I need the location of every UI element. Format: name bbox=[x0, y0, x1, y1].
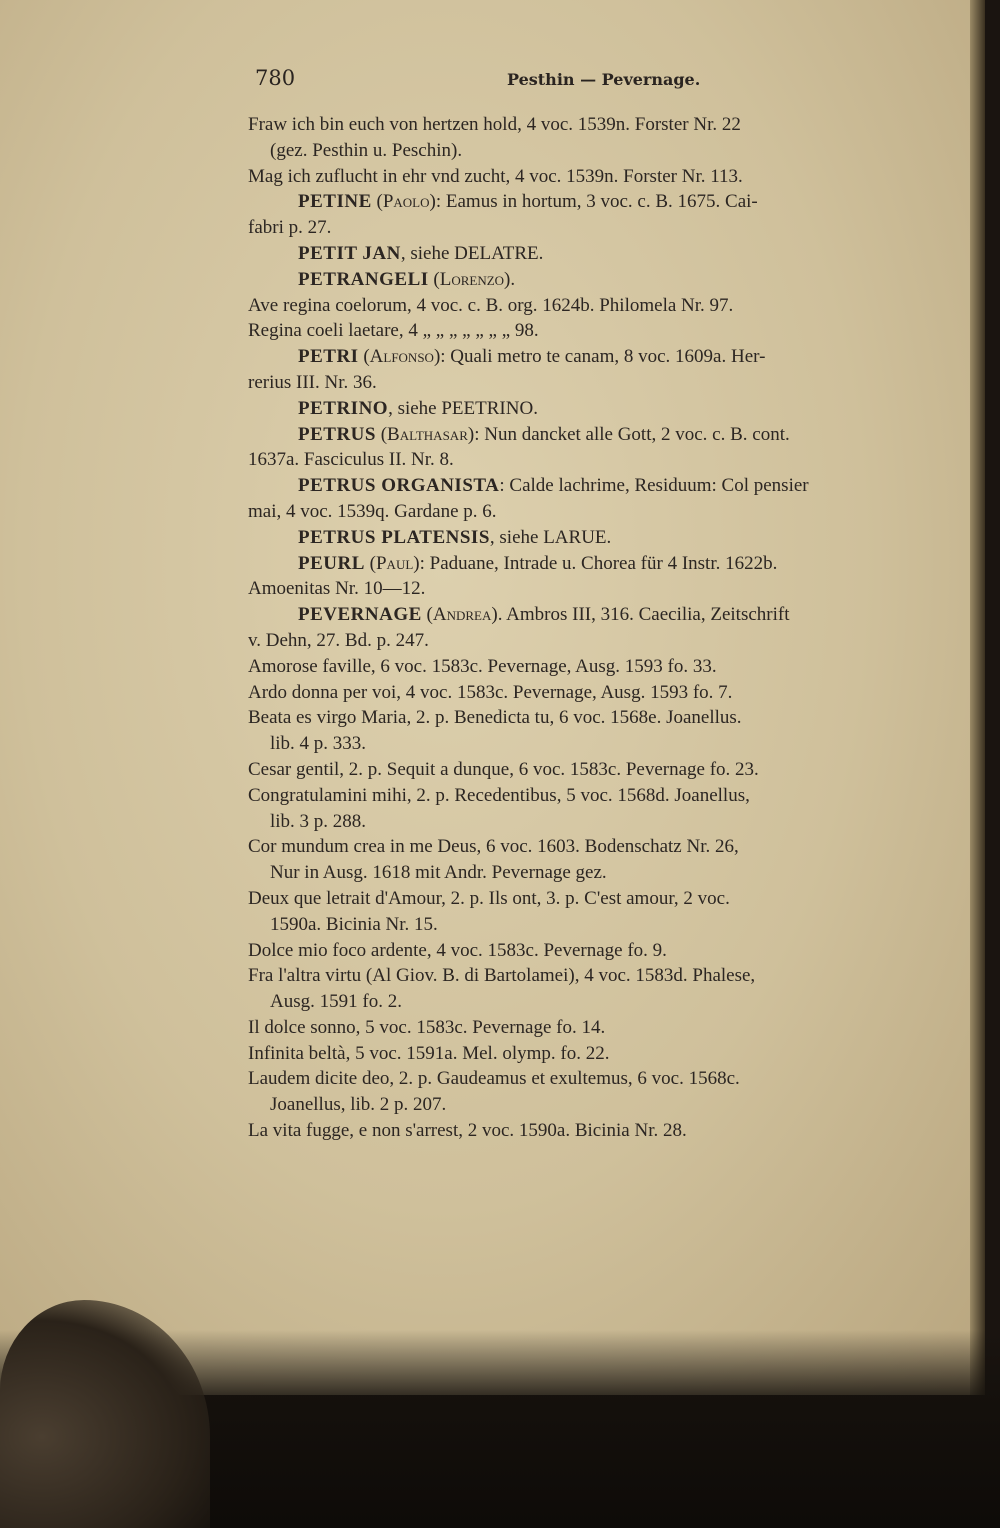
text-line bbox=[248, 576, 928, 602]
line-text: ): Quali metro te canam, 8 voc. 1609a. Her- bbox=[433, 346, 766, 368]
line-text: 1590a. Bicinia Nr. 15. bbox=[270, 913, 438, 935]
text-line bbox=[248, 757, 928, 783]
line-text: Joanellus, lib. 2 p. 207. bbox=[270, 1094, 447, 1116]
line-text: Infinita beltà, 5 voc. 1591a. Mel. olymp. fo. 22. bbox=[248, 1042, 610, 1064]
text-line bbox=[248, 654, 928, 680]
text-line bbox=[248, 370, 928, 396]
text-line bbox=[248, 396, 928, 422]
entry-name: PETRINO bbox=[298, 397, 389, 419]
line-text: ). bbox=[504, 268, 516, 290]
text-line bbox=[248, 112, 928, 138]
line-text: Cesar gentil, 2. p. Sequit a dunque, 6 voc. 1583c. Pevernage fo. 23. bbox=[248, 758, 759, 780]
page-number: 780 bbox=[255, 66, 296, 90]
entry-name: PETRI bbox=[298, 346, 359, 368]
line-text: ( bbox=[428, 268, 440, 290]
text-line bbox=[248, 164, 928, 190]
line-text: Deux que letrait d'Amour, 2. p. Ils ont, 3. p. C'est amour, 2 voc. bbox=[248, 887, 730, 909]
entry-forename: Paul bbox=[375, 552, 414, 574]
line-text: Ave regina coelorum, 4 voc. c. B. org. 1624b. Philomela Nr. 97. bbox=[248, 294, 734, 316]
text-line bbox=[248, 138, 928, 164]
text-line bbox=[248, 783, 928, 809]
text-line bbox=[248, 1066, 928, 1092]
entry-forename: Paolo bbox=[382, 191, 430, 213]
line-text: Cor mundum crea in me Deus, 6 voc. 1603. Bodenschatz Nr. 26, bbox=[248, 836, 739, 858]
line-text: Amorose faville, 6 voc. 1583c. Pevernage, Ausg. 1593 fo. 33. bbox=[248, 655, 717, 677]
text-line bbox=[248, 989, 928, 1015]
entry-name: PETRANGELI bbox=[298, 268, 429, 290]
text-line bbox=[248, 473, 928, 499]
text-line bbox=[248, 267, 928, 293]
entry-name: PETRUS ORGANISTA bbox=[298, 475, 500, 497]
text-line bbox=[248, 293, 928, 319]
line-text: Ausg. 1591 fo. 2. bbox=[270, 991, 402, 1013]
text-line bbox=[248, 680, 928, 706]
entry-name: PETIT JAN bbox=[298, 242, 401, 264]
text-line bbox=[248, 499, 928, 525]
text-line bbox=[248, 447, 928, 473]
line-text: ( bbox=[364, 552, 376, 574]
entry-name: PEVERNAGE bbox=[298, 604, 422, 626]
line-text: (gez. Pesthin u. Peschin). bbox=[270, 139, 463, 161]
text-line bbox=[248, 938, 928, 964]
page-edge bbox=[970, 0, 985, 1395]
text-line bbox=[248, 809, 928, 835]
entry-forename: Alfonso bbox=[369, 346, 434, 368]
line-text: Beata es virgo Maria, 2. p. Benedicta tu, 6 voc. 1568e. Joanellus. bbox=[248, 707, 742, 729]
line-text: lib. 3 p. 288. bbox=[270, 810, 367, 832]
text-line bbox=[248, 602, 928, 628]
line-text: , siehe LARUE. bbox=[489, 526, 612, 548]
line-text: ( bbox=[358, 346, 370, 368]
line-text: 1637a. Fasciculus II. Nr. 8. bbox=[248, 449, 454, 471]
line-text: Amoenitas Nr. 10—12. bbox=[248, 578, 426, 600]
text-line bbox=[248, 1118, 928, 1144]
text-line bbox=[248, 344, 928, 370]
line-text: Fraw ich bin euch von hertzen hold, 4 voc. 1539n. Forster Nr. 22 bbox=[248, 114, 741, 135]
entry-forename: Lorenzo bbox=[439, 268, 505, 290]
line-text: lib. 4 p. 333. bbox=[270, 733, 367, 755]
line-text: ): Paduane, Intrade u. Chorea für 4 Instr. 1622b. bbox=[413, 552, 778, 574]
line-text: Dolce mio foco ardente, 4 voc. 1583c. Pevernage fo. 9. bbox=[248, 939, 667, 961]
text-line bbox=[248, 963, 928, 989]
text-line bbox=[248, 912, 928, 938]
line-text: fabri p. 27. bbox=[248, 217, 332, 239]
line-text: ): Nun dancket alle Gott, 2 voc. c. B. cont. bbox=[467, 423, 790, 445]
text-line bbox=[248, 318, 928, 344]
line-text: La vita fugge, e non s'arrest, 2 voc. 1590a. Bicinia Nr. 28. bbox=[248, 1120, 687, 1142]
entry-name: PETINE bbox=[298, 191, 372, 213]
line-text: Mag ich zuflucht in ehr vnd zucht, 4 voc. 1539n. Forster Nr. 113. bbox=[248, 165, 743, 187]
page-header bbox=[255, 66, 925, 96]
line-text: Nur in Ausg. 1618 mit Andr. Pevernage gez. bbox=[270, 862, 607, 884]
entry-name: PETRUS PLATENSIS bbox=[298, 526, 490, 548]
text-line bbox=[248, 551, 928, 577]
entry-list bbox=[248, 112, 928, 1144]
line-text: mai, 4 voc. 1539q. Gardane p. 6. bbox=[248, 500, 497, 522]
entry-name: PEURL bbox=[298, 552, 365, 574]
line-text: : Calde lachrime, Residuum: Col pensier bbox=[499, 475, 809, 497]
line-text: , siehe PEETRINO. bbox=[388, 397, 538, 419]
text-line bbox=[248, 241, 928, 267]
text-line bbox=[248, 731, 928, 757]
line-text: ). Ambros III, 316. Caecilia, Zeitschrift bbox=[491, 604, 790, 626]
line-text: Congratulamini mihi, 2. p. Recedentibus, 5 voc. 1568d. Joanellus, bbox=[248, 784, 750, 806]
line-text: ( bbox=[421, 604, 433, 626]
text-line bbox=[248, 1041, 928, 1067]
line-text: ( bbox=[375, 423, 388, 445]
running-title: Pesthin — Pevernage. bbox=[507, 70, 701, 89]
line-text: Il dolce sonno, 5 voc. 1583c. Pevernage fo. 14. bbox=[248, 1016, 606, 1038]
text-line bbox=[248, 886, 928, 912]
text-line bbox=[248, 215, 928, 241]
entry-forename: Balthasar bbox=[387, 423, 468, 445]
entry-forename: Andrea bbox=[432, 604, 492, 626]
line-text: , siehe DELATRE. bbox=[400, 242, 544, 264]
line-text: v. Dehn, 27. Bd. p. 247. bbox=[248, 629, 429, 651]
line-text: rerius III. Nr. 36. bbox=[248, 371, 377, 393]
entry-name: PETRUS bbox=[298, 423, 376, 445]
line-text: ): Eamus in hortum, 3 voc. c. B. 1675. Cai- bbox=[429, 191, 758, 213]
line-text: Laudem dicite deo, 2. p. Gaudeamus et exultemus, 6 voc. 1568c. bbox=[248, 1068, 740, 1090]
text-line bbox=[248, 525, 928, 551]
line-text: Ardo donna per voi, 4 voc. 1583c. Pevernage, Ausg. 1593 fo. 7. bbox=[248, 681, 733, 703]
text-line bbox=[248, 834, 928, 860]
line-text: Regina coeli laetare, 4 „ „ „ „ „ „ „ 98. bbox=[248, 320, 539, 342]
text-line bbox=[248, 628, 928, 654]
text-line bbox=[248, 1092, 928, 1118]
text-line bbox=[248, 189, 928, 215]
text-line bbox=[248, 1015, 928, 1041]
text-line bbox=[248, 422, 928, 448]
line-text: Fra l'altra virtu (Al Giov. B. di Bartolamei), 4 voc. 1583d. Phalese, bbox=[248, 965, 756, 987]
text-line bbox=[248, 860, 928, 886]
line-text: ( bbox=[371, 191, 383, 213]
text-line bbox=[248, 705, 928, 731]
